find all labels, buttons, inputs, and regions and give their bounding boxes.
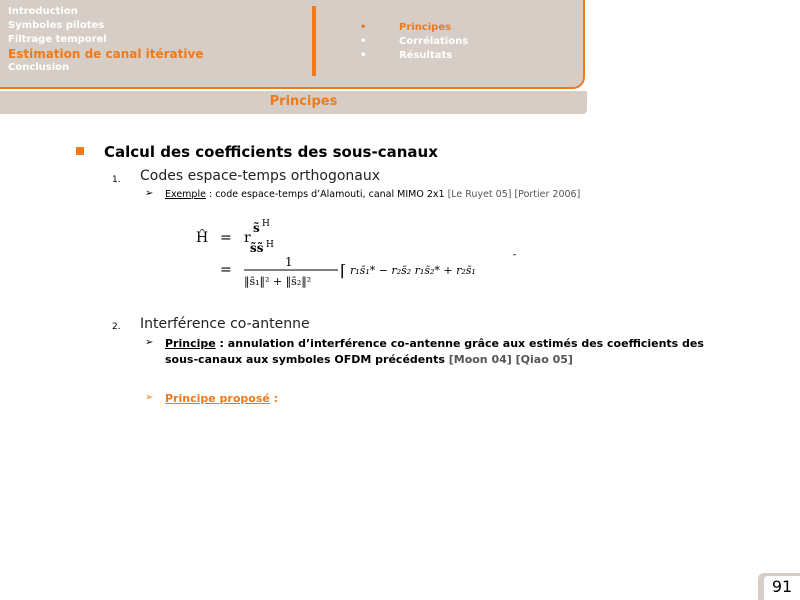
section-title: Principes <box>269 94 338 109</box>
principe-propose-colon: : <box>269 392 279 405</box>
formula-matrix: r₁s̄₁* − r₂s̄₂ r₁s̄₂* + r₂s̄₁ <box>350 264 476 277</box>
formula-bracket-left: ⌈ <box>340 261 347 280</box>
example-text: : code espace-temps d’Alamouti, canal MIMO 2x1 <box>205 189 448 200</box>
formula-ss-tilde: s̃s̃ <box>250 241 264 255</box>
formula-bracket-right: ¯ <box>512 254 517 265</box>
bullet-icon: • <box>360 50 367 61</box>
formula-denominator: ‖s̄₁‖² + ‖s̄₂‖² <box>244 275 312 288</box>
page-number: 91 <box>764 576 800 600</box>
example-refs: [Le Ruyet 05] [Portier 2006] <box>447 189 581 200</box>
principe-propose-line <box>165 391 278 407</box>
nav-item-introduction[interactable]: Introduction <box>8 6 78 17</box>
formula-s-tilde: s̃ <box>253 221 260 235</box>
section-title-bar <box>0 91 587 114</box>
item1-title: Codes espace-temps orthogonaux <box>140 168 381 184</box>
nav-item-estimation-canal[interactable]: Estimation de canal itérative <box>8 47 204 61</box>
arrow-bullet-icon: ➢ <box>145 337 154 348</box>
example-line <box>165 189 580 200</box>
arrow-bullet-icon: ➢ <box>145 188 154 199</box>
nav-item-symboles-pilotes[interactable]: Symboles pilotes <box>8 20 105 31</box>
example-label: Exemple <box>165 189 206 200</box>
formula-r: r <box>244 230 251 246</box>
bullet-icon: • <box>360 22 367 33</box>
header-panel <box>0 0 585 89</box>
subnav-item-principes[interactable] <box>360 21 468 35</box>
section-nav <box>8 5 203 75</box>
nav-item-filtrage-temporel[interactable]: Filtrage temporel <box>8 34 107 45</box>
formula-lhs: Ĥ <box>196 230 209 246</box>
square-bullet-icon <box>76 147 84 155</box>
principe-refs: [Moon 04] [Qiao 05] <box>448 353 573 366</box>
formula-h-sup-1: H <box>262 219 270 229</box>
principe-propose-label: Principe proposé <box>165 392 270 405</box>
formula-one: 1 <box>285 255 293 269</box>
arrow-bullet-icon: ➢ <box>145 392 154 403</box>
subnav-label: Résultats <box>399 50 453 61</box>
subnav-label: Corrélations <box>399 36 469 47</box>
page-number-box <box>758 573 800 600</box>
principe-text: : annulation d’interférence co-antenne grâce aux estimés des coefficients des sous-canaux aux symboles OFDM précédents <box>165 337 704 366</box>
nav-item-conclusion[interactable]: Conclusion <box>8 62 70 73</box>
list-number-1: 1. <box>112 175 121 185</box>
formula-eq-2: = <box>220 262 232 278</box>
principe-label: Principe <box>165 337 216 350</box>
item2-title: Interférence co-antenne <box>140 316 310 332</box>
formula-eq-1: = <box>220 230 232 246</box>
bullet-icon: • <box>360 36 367 47</box>
main-heading: Calcul des coefficients des sous-canaux <box>104 143 438 161</box>
subsection-nav <box>360 21 468 63</box>
list-number-2: 2. <box>112 322 121 332</box>
principe-paragraph <box>165 336 725 368</box>
header-divider <box>312 6 316 76</box>
alamouti-formula <box>190 210 530 290</box>
subnav-item-resultats[interactable] <box>360 49 468 63</box>
subnav-label: Principes <box>399 22 452 33</box>
subnav-item-correlations[interactable] <box>360 35 468 49</box>
formula-h-sup-2: H <box>266 240 274 250</box>
